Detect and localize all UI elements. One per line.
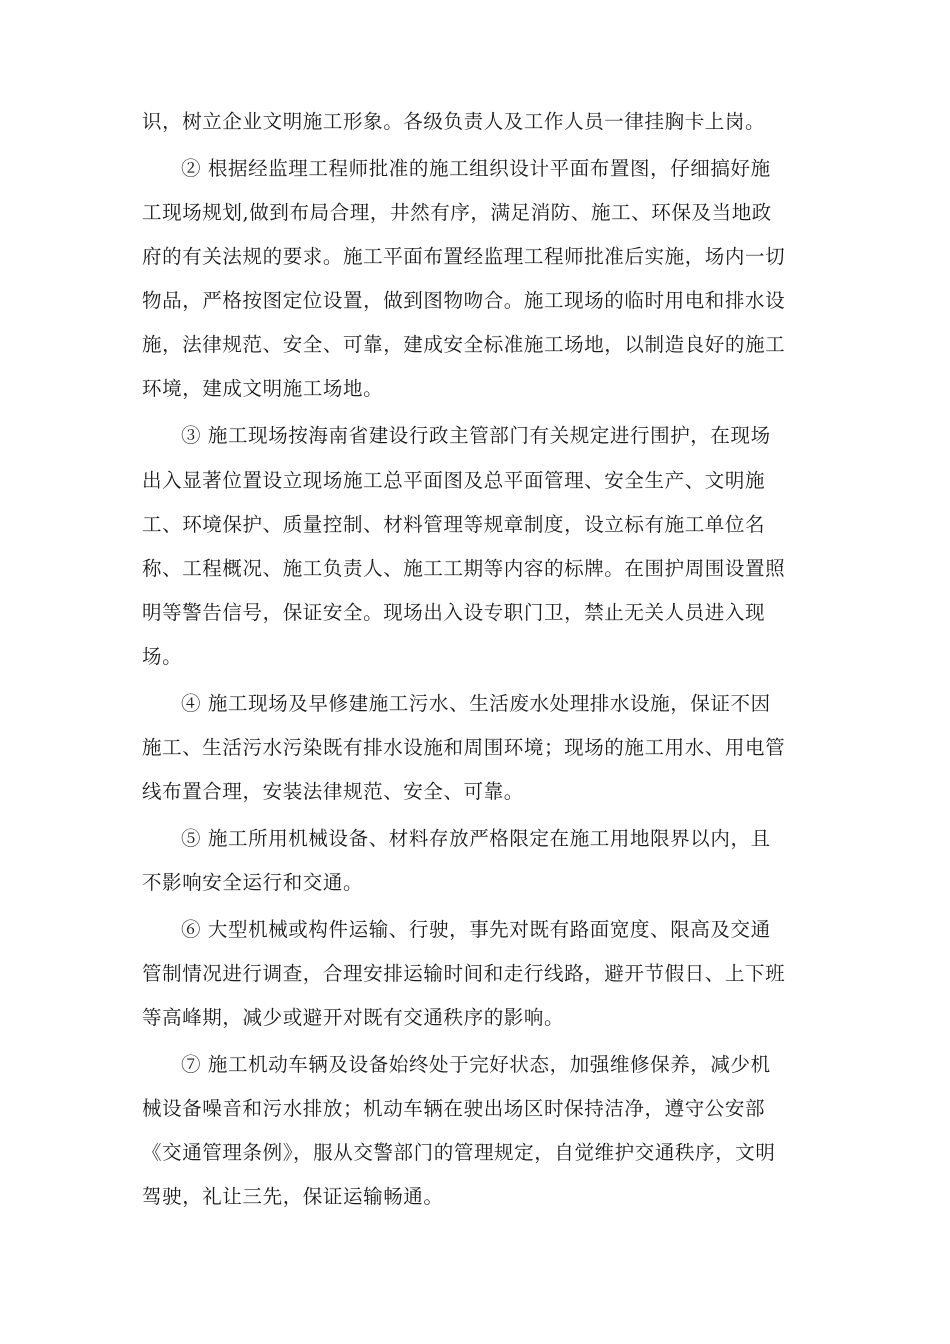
text-line: 识，树立企业文明施工形象。各级负责人及工作人员一律挂胸卡上岗。 [142, 110, 766, 133]
text-line: 械设备噪音和污水排放；机动车辆在驶出场区时保持洁净，遵守公安部 [142, 1097, 766, 1120]
text-line: 明等警告信号，保证安全。现场出入设专职门卫，禁止无关人员进入现 [142, 601, 766, 624]
text-line: 府的有关法规的要求。施工平面布置经监理工程师批准后实施，场内一切 [142, 245, 786, 268]
text-line: 物品，严格按图定位设置，做到图物吻合。施工现场的临时用电和排水设 [142, 289, 786, 312]
text-line: 《交通管理条例》，服从交警部门的管理规定，自觉维护交通秩序，文明 [142, 1141, 776, 1164]
text-line: 管制情况进行调查，合理安排运输时间和走行线路，避开节假日、上下班 [142, 962, 786, 985]
text-line: 等高峰期，减少或避开对既有交通秩序的影响。 [142, 1006, 565, 1029]
text-line: 称、工程概况、施工负责人、施工工期等内容的标牌。在围护周围设置照 [142, 557, 786, 580]
text-line: 不影响安全运行和交通。 [142, 871, 364, 894]
text-line: ⑤ 施工所用机械设备、材料存放严格限定在施工用地限界以内，且 [181, 827, 771, 850]
text-line: ② 根据经监理工程师批准的施工组织设计平面布置图，仔细搞好施 [181, 157, 771, 180]
text-line: ⑥ 大型机械或构件运输、行驶，事先对既有路面宽度、限高及交通 [181, 918, 771, 941]
text-line: ④ 施工现场及早修建施工污水、生活废水处理排水设施，保证不因 [181, 692, 771, 715]
text-line: 场。 [142, 645, 183, 668]
text-line: ⑦ 施工机动车辆及设备始终处于完好状态，加强维修保养，减少机 [181, 1053, 771, 1076]
text-line: ③ 施工现场按海南省建设行政主管部门有关规定进行围护，在现场 [181, 424, 771, 447]
text-line: 环境，建成文明施工场地。 [142, 377, 384, 400]
text-line: 驾驶，礼让三先，保证运输畅通。 [142, 1185, 444, 1208]
text-line: 工、环境保护、质量控制、材料管理等规章制度，设立标有施工单位名 [142, 513, 766, 536]
text-line: 出入显著位置设立现场施工总平面图及总平面管理、安全生产、文明施 [142, 469, 766, 492]
text-line: 线布置合理，安装法律规范、安全、可靠。 [142, 780, 524, 803]
text-line: 施，法律规范、安全、可靠，建成安全标准施工场地，以制造良好的施工 [142, 333, 786, 356]
text-line: 施工、生活污水污染既有排水设施和周围环境；现场的施工用水、用电管 [142, 736, 786, 759]
text-line: 工现场规划,做到布局合理，井然有序，满足消防、施工、环保及当地政 [142, 201, 772, 224]
